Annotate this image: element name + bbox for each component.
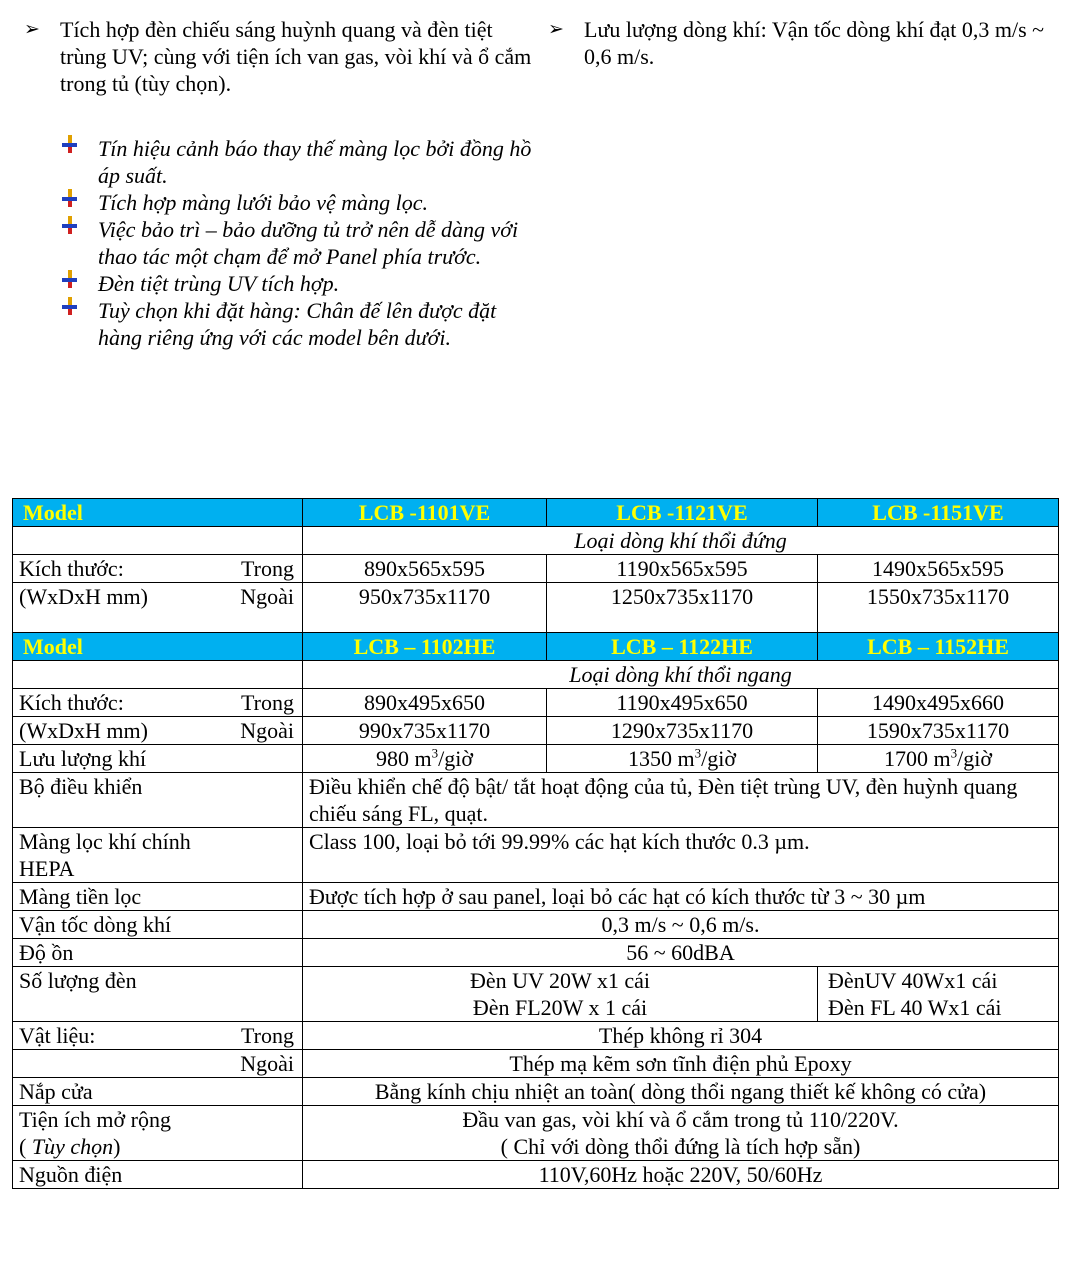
sub-feature-item <box>60 216 544 270</box>
material-inner-row <box>13 1022 1059 1050</box>
inner-label: Trong <box>241 556 294 581</box>
model-name: LCB -1121VE <box>547 499 818 527</box>
power-row <box>13 1161 1059 1189</box>
right-feature-column <box>548 16 1048 70</box>
row-label: Tiện ích mở rộng ( Tùy chọn) <box>13 1106 303 1161</box>
dimension-label: Kích thước: <box>19 556 124 581</box>
model-label: Model <box>13 633 303 661</box>
table-cell: 1590x735x1170 <box>818 717 1059 745</box>
outer-label: Ngoài <box>240 584 294 609</box>
row-label: Lưu lượng khí <box>13 745 303 773</box>
row-label: Nguồn điện <box>13 1161 303 1189</box>
airflow-rate-row <box>13 745 1059 773</box>
row-label: Độ ồn <box>13 939 303 967</box>
table-cell: 890x495x650 <box>303 689 547 717</box>
dimension-inner-row <box>13 555 1059 583</box>
table-cell: 950x735x1170 <box>303 583 547 633</box>
feature-item <box>24 16 544 97</box>
dimension-inner-row <box>13 689 1059 717</box>
table-cell: Đầu van gas, vòi khí và ổ cắm trong tủ 110/220V. ( Chỉ với dòng thổi đứng là tích hợp sẵn) <box>303 1106 1059 1161</box>
feature-text: Lưu lượng dòng khí: Vận tốc dòng khí đạt 0,3 m/s ~ 0,6 m/s. <box>584 17 1045 69</box>
table-cell: 1490x565x595 <box>818 555 1059 583</box>
table-cell: 990x735x1170 <box>303 717 547 745</box>
outer-label: Ngoài <box>240 1051 294 1076</box>
model-name: LCB -1101VE <box>303 499 547 527</box>
type-row <box>13 527 1059 555</box>
feature-text: Tích hợp đèn chiếu sáng huỳnh quang và đèn tiệt trùng UV; cùng với tiện ích van gas, vòi khí và ổ cắm trong tủ (tùy chọn). <box>60 17 532 96</box>
type-row <box>13 661 1059 689</box>
table-cell: 1700 $m^3$/giờ <box>818 745 1059 773</box>
table-cell: 1290x735x1170 <box>547 717 818 745</box>
door-row <box>13 1078 1059 1106</box>
table-cell: 1250x735x1170 <box>547 583 818 633</box>
sub-feature-text: Đèn tiệt trùng UV tích hợp. <box>98 271 340 296</box>
row-label: Vật liệu: <box>19 1023 96 1048</box>
sub-feature-item <box>60 135 544 189</box>
controller-row <box>13 773 1059 828</box>
table-cell: Bằng kính chịu nhiệt an toàn( dòng thổi ngang thiết kế không có cửa) <box>303 1078 1059 1106</box>
model-header-row <box>13 499 1059 527</box>
plus-bullet-icon <box>60 297 98 324</box>
sub-feature-text: Tín hiệu cảnh báo thay thế màng lọc bởi đồng hồ áp suất. <box>98 136 532 188</box>
table-cell: 110V,60Hz hoặc 220V, 50/60Hz <box>303 1161 1059 1189</box>
table-cell: 1490x495x660 <box>818 689 1059 717</box>
sub-feature-list <box>60 135 544 351</box>
table-cell: 1550x735x1170 <box>818 583 1059 633</box>
dimension-label: Kích thước: <box>19 690 124 715</box>
row-label: Nắp cửa <box>13 1078 303 1106</box>
airflow-type: Loại dòng khí thổi đứng <box>303 527 1059 555</box>
sub-feature-text: Tích hợp màng lưới bảo vệ màng lọc. <box>98 190 428 215</box>
velocity-row <box>13 911 1059 939</box>
prefilter-row <box>13 883 1059 911</box>
sub-feature-item <box>60 270 544 297</box>
feature-item <box>548 16 1048 70</box>
model-name: LCB – 1152HE <box>818 633 1059 661</box>
row-label: Màng tiền lọc <box>13 883 303 911</box>
material-outer-row <box>13 1050 1059 1078</box>
table-cell: 1350 $m^3$/giờ <box>547 745 818 773</box>
airflow-type: Loại dòng khí thổi ngang <box>303 661 1059 689</box>
row-label: Số lượng đèn <box>13 967 303 1022</box>
table-cell: Điều khiển chế độ bật/ tắt hoạt động của tủ, Đèn tiệt trùng UV, đèn huỳnh quang chiếu sáng FL, quạt. <box>303 773 1059 828</box>
model-label: Model <box>13 499 303 527</box>
table-cell: 890x565x595 <box>303 555 547 583</box>
table-cell: Đèn UV 20W x1 cái Đèn FL20W x 1 cái <box>303 967 818 1022</box>
dimension-outer-row <box>13 717 1059 745</box>
table-cell: Thép mạ kẽm sơn tĩnh điện phủ Epoxy <box>303 1050 1059 1078</box>
table-cell: Class 100, loại bỏ tới 99.99% các hạt kích thước 0.3 µm. <box>303 828 1059 883</box>
plus-bullet-icon <box>60 216 98 243</box>
hepa-row <box>13 828 1059 883</box>
table-cell: 980 $m^3$/giờ <box>303 745 547 773</box>
row-label: Bộ điều khiển <box>13 773 303 828</box>
dimension-unit-label: (WxDxH mm) <box>19 584 148 609</box>
spec-table <box>12 498 1059 1189</box>
table-cell: 1190x565x595 <box>547 555 818 583</box>
model-name: LCB – 1122HE <box>547 633 818 661</box>
row-label: Vận tốc dòng khí <box>13 911 303 939</box>
left-feature-column <box>24 16 544 351</box>
model-name: LCB – 1102HE <box>303 633 547 661</box>
table-cell: 56 ~ 60dBA <box>303 939 1059 967</box>
sub-feature-item <box>60 189 544 216</box>
outer-label: Ngoài <box>240 718 294 743</box>
model-name: LCB -1151VE <box>818 499 1059 527</box>
plus-bullet-icon <box>60 270 98 297</box>
sub-feature-text: Tuỳ chọn khi đặt hàng: Chân đế lên được đặt hàng riêng ứng với các model bên dưới. <box>98 298 497 350</box>
sub-feature-text: Việc bảo trì – bảo dưỡng tủ trở nên dễ dàng với thao tác một chạm để mở Panel phía trước. <box>98 217 519 269</box>
table-cell: 1190x495x650 <box>547 689 818 717</box>
plus-bullet-icon <box>60 135 98 162</box>
model-header-row <box>13 633 1059 661</box>
plus-bullet-icon <box>60 189 98 216</box>
sub-feature-item <box>60 297 544 351</box>
inner-label: Trong <box>241 690 294 715</box>
arrow-bullet-icon: ➢ <box>548 18 564 40</box>
table-cell: Thép không rỉ 304 <box>303 1022 1059 1050</box>
dimension-outer-row <box>13 583 1059 633</box>
arrow-bullet-icon: ➢ <box>24 18 40 40</box>
lamps-row <box>13 967 1059 1022</box>
table-cell: 0,3 m/s ~ 0,6 m/s. <box>303 911 1059 939</box>
row-label: Màng lọc khí chính HEPA <box>13 828 303 883</box>
inner-label: Trong <box>241 1023 294 1048</box>
extension-row <box>13 1106 1059 1161</box>
table-cell: ĐènUV 40Wx1 cái Đèn FL 40 Wx1 cái <box>818 967 1059 1022</box>
table-cell: Được tích hợp ở sau panel, loại bỏ các hạt có kích thước từ 3 ~ 30 µm <box>303 883 1059 911</box>
dimension-unit-label: (WxDxH mm) <box>19 718 148 743</box>
noise-row <box>13 939 1059 967</box>
